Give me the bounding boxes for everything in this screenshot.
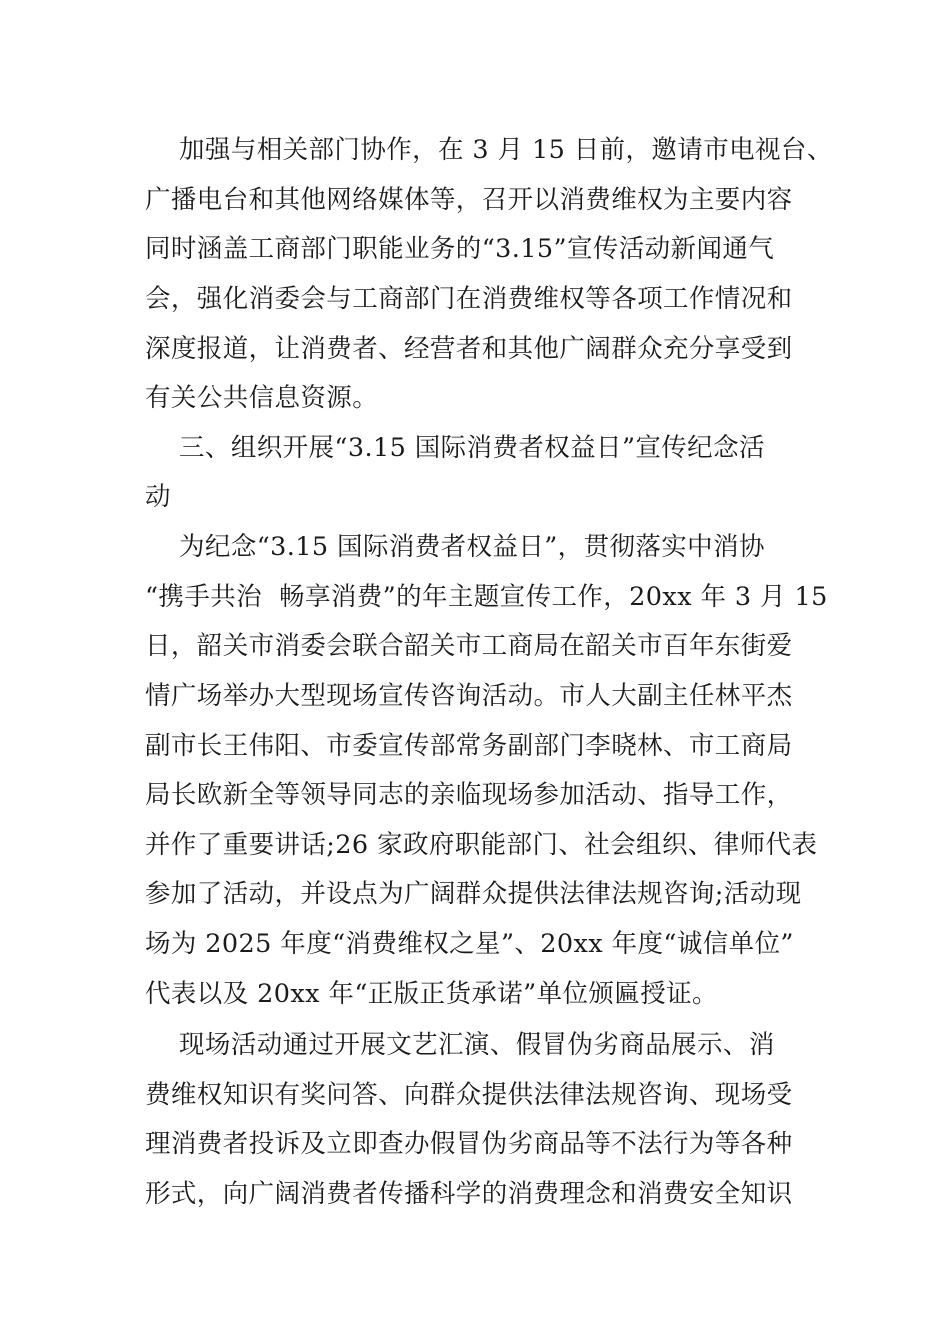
text-line: 深度报道，让消费者、经营者和其他广阔群众充分享受到 bbox=[145, 334, 793, 364]
text-line: 形式，向广阔消费者传播科学的消费理念和消费安全知识 bbox=[145, 1179, 793, 1209]
text-line: 代表以及 20xx 年“正版正货承诺”单位颁匾授证。 bbox=[145, 979, 718, 1009]
text-line: 同时涵盖工商部门职能业务的“3.15”宣传活动新闻通气 bbox=[145, 234, 775, 264]
section-heading: 动 bbox=[145, 482, 171, 512]
text-line: 日，韶关市消委会联合韶关市工商局在韶关市百年东街爱 bbox=[145, 631, 793, 661]
text-line: “携手共治 畅享消费”的年主题宣传工作，20xx 年 3 月 15 bbox=[145, 582, 828, 612]
text-line: 局长欧新全等领导同志的亲临现场参加活动、指导工作， bbox=[145, 780, 793, 810]
text-line: 加强与相关部门协作，在 3 月 15 日前，邀请市电视台、 bbox=[145, 135, 833, 165]
section-heading: 三、组织开展“3.15 国际消费者权益日”宣传纪念活 bbox=[145, 433, 765, 463]
text-line: 情广场举办大型现场宣传咨询活动。市人大副主任林平杰 bbox=[145, 681, 793, 711]
text-line: 理消费者投诉及立即查办假冒伪劣商品等不法行为等各种 bbox=[145, 1129, 793, 1159]
text-line: 为纪念“3.15 国际消费者权益日”，贯彻落实中消协 bbox=[145, 532, 765, 562]
text-line: 并作了重要讲话;26 家政府职能部门、社会组织、律师代表 bbox=[145, 830, 818, 860]
text-line: 有关公共信息资源。 bbox=[145, 383, 379, 413]
text-line: 会，强化消委会与工商部门在消费维权等各项工作情况和 bbox=[145, 284, 793, 314]
text-line: 副市长王伟阳、市委宣传部常务副部门李晓林、市工商局 bbox=[145, 731, 793, 761]
text-line: 现场活动通过开展文艺汇演、假冒伪劣商品展示、消 bbox=[145, 1030, 775, 1060]
text-line: 场为 2025 年度“消费维权之星”、20xx 年度“诚信单位” bbox=[145, 929, 794, 959]
text-line: 费维权知识有奖问答、向群众提供法律法规咨询、现场受 bbox=[145, 1080, 793, 1110]
text-line: 广播电台和其他网络媒体等，召开以消费维权为主要内容 bbox=[145, 185, 793, 215]
text-line: 参加了活动，并设点为广阔群众提供法律法规咨询;活动现 bbox=[145, 879, 802, 909]
